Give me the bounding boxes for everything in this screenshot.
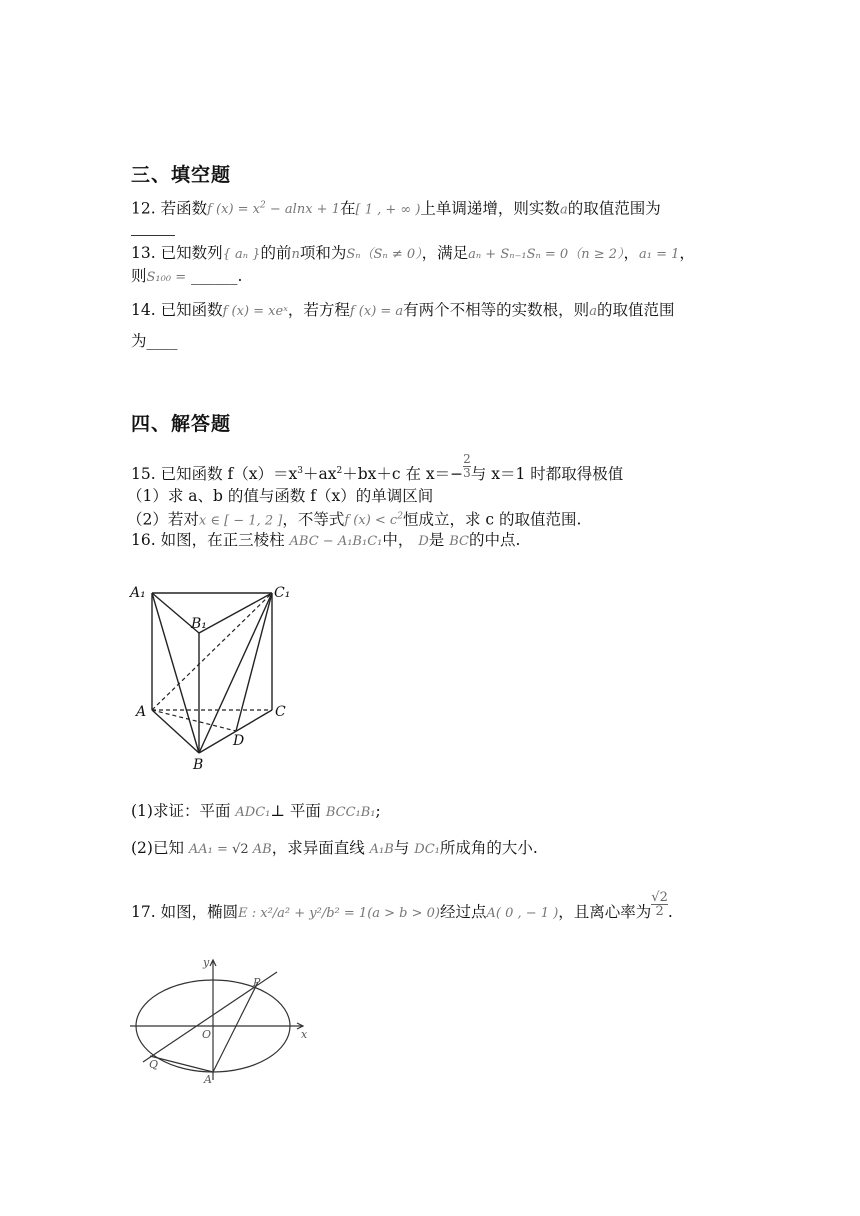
q13-a1: a₁ = 1 [639, 247, 680, 262]
q13-text-4: ，满足 [421, 244, 469, 262]
q16-prism: ABC − A₁B₁C₁ [289, 534, 383, 549]
q12-number: 12. [131, 199, 156, 218]
q16-number: 16. [131, 531, 156, 549]
q16-line-a1b: A₁B [369, 842, 394, 857]
q14-text-3: 有两个不相等的实数根，则 [403, 301, 590, 319]
edge-bc1 [199, 593, 272, 753]
label-q: Q [149, 1058, 159, 1071]
question-13-line-2 [131, 266, 242, 288]
label-d: D [233, 733, 245, 749]
q15-sup-3: 3 [297, 466, 303, 476]
label-o: O [202, 1028, 212, 1041]
label-a: A [136, 704, 147, 720]
line-aq [150, 1056, 213, 1072]
question-15-part-1: （1）求 a、b 的值与函数 f（x）的单调区间 [127, 487, 434, 505]
question-12 [131, 196, 661, 220]
q15-sup-2: 2 [336, 466, 343, 476]
q14-text-1: 已知函数 [160, 301, 223, 319]
q17-point: A( 0 , − 1 ) [486, 906, 559, 921]
label-p: P [253, 976, 261, 989]
edge-b1c1 [199, 593, 272, 633]
q13-n: n [291, 247, 300, 262]
q12-interval: [ 1 , + ∞ ) [355, 202, 421, 218]
label-a1: A₁ [130, 585, 146, 601]
q15-text-3: ＋bx＋c 在 x＝− [342, 465, 464, 484]
q14-text-5[interactable]: 为____ [131, 332, 178, 350]
q15-inequality: f $(x) < c^2$ [344, 512, 403, 529]
question-14 [131, 300, 674, 322]
q13-condition: （Sₙ ≠ 0） [360, 247, 422, 262]
prism-figure [120, 580, 300, 775]
q17-text-3: ，且离心率为 [558, 903, 652, 921]
q17-number: 17. [131, 903, 156, 921]
q13-text-5: ， [623, 244, 640, 262]
question-16-part-1: (1)求证：平面 ADC₁⊥ 平面 BCC₁B₁; [131, 802, 381, 820]
q16-bc: BC [449, 534, 469, 549]
q12-function: f $(x) = x^2 - alnx + 1$ [207, 201, 340, 218]
question-15 [131, 451, 624, 484]
edge-ac1-hidden [152, 593, 272, 710]
q14-variable: a [589, 304, 597, 319]
line-ap [213, 982, 258, 1072]
q17-text-4: . [667, 903, 673, 921]
section-title-fill-in: 三、填空题 [131, 164, 232, 186]
q13-text-3: 项和为 [299, 244, 347, 262]
edge-ad-hidden [152, 710, 236, 731]
q13-number: 13. [131, 244, 156, 262]
q15-number: 15. [131, 465, 156, 484]
q13-sn: Sₙ [346, 247, 361, 262]
q12-text-2: 在 [339, 199, 356, 218]
q15-text-4: 与 x＝1 时都取得极值 [470, 465, 624, 484]
section-title-answer: 四、解答题 [131, 413, 232, 435]
q13-answer-blank[interactable]: ______. [191, 267, 243, 285]
q16-plane-adc1: ADC₁ [235, 805, 271, 820]
label-c: C [275, 704, 286, 720]
q13-text-7: 则 [131, 267, 147, 285]
label-x: x [301, 1028, 308, 1041]
q15-text-1: 已知函数 f（x）＝x [160, 465, 298, 484]
q16-text-1: 如图，在正三棱柱 [160, 531, 285, 549]
q16-line-dc1: DC₁ [414, 842, 440, 857]
question-16-part-2: (2)已知 AA₁ = √2 AB，求异面直线 A₁B与 DC₁所成角的大小. [131, 839, 538, 857]
q13-text-6: ， [679, 244, 695, 262]
label-b: B [193, 757, 204, 773]
label-y: y [203, 956, 210, 969]
q17-text-2: 经过点 [440, 903, 487, 921]
q16-text-3: 是 [428, 531, 445, 549]
q14-number: 14. [131, 301, 156, 319]
question-14-line-2 [131, 331, 178, 351]
q16-d: D [418, 534, 429, 549]
q13-s100: S₁₀₀ = [146, 270, 187, 285]
q13-range: （n ≥ 2） [568, 247, 624, 262]
q12-variable: a [559, 202, 568, 218]
ellipse-figure [125, 950, 325, 1090]
q16-text-2: 中， [382, 531, 414, 549]
question-15-part-2: （2）若对x ∈ [ − 1, 2 ]，不等式f $(x) < c^2$恒成立，求 c 的取值范围. [127, 510, 582, 529]
q14-text-2: ，若方程 [287, 301, 350, 319]
q15-text-2: ＋ax [302, 465, 337, 484]
question-17 [131, 889, 673, 924]
q17-eccentricity: $\frac{√2}{2}$ [651, 889, 668, 919]
q15-range: x ∈ [ − 1, 2 ] [198, 513, 283, 529]
q14-function: f (x) = xeˣ [222, 304, 288, 319]
q12-text-1: 若函数 [160, 199, 208, 218]
q12-text-3: 上单调递增，则实数 [420, 199, 560, 218]
q17-text-1: 如图，椭圆 [160, 903, 239, 921]
q14-text-4: 的取值范围 [596, 301, 675, 319]
q16-condition: AA₁ = √2 AB [188, 842, 272, 857]
question-13 [131, 243, 695, 265]
q12-answer-blank[interactable] [131, 221, 175, 236]
label-c1: C₁ [274, 585, 291, 601]
q14-equation: f (x) = a [349, 304, 404, 319]
label-b1: B₁ [191, 616, 207, 632]
q16-text-4: 的中点. [468, 531, 521, 549]
question-16 [131, 530, 520, 552]
q16-plane-bcc1b1: BCC₁B₁ [325, 805, 376, 820]
q13-text-1: 已知数列 [160, 244, 223, 262]
q13-relation: aₙ + Sₙ₋₁Sₙ = 0 [468, 247, 569, 262]
q12-text-4: 的取值范围为 [567, 199, 661, 218]
q13-text-2: 的前 [260, 244, 292, 262]
q17-ellipse-eq: E : x²/a² + y²/b² = 1(a > b > 0) [238, 906, 440, 921]
q15-fraction: $\frac{2}{3}$ [463, 451, 471, 480]
label-a: A [204, 1073, 212, 1086]
q13-sequence: { aₙ } [222, 247, 261, 262]
